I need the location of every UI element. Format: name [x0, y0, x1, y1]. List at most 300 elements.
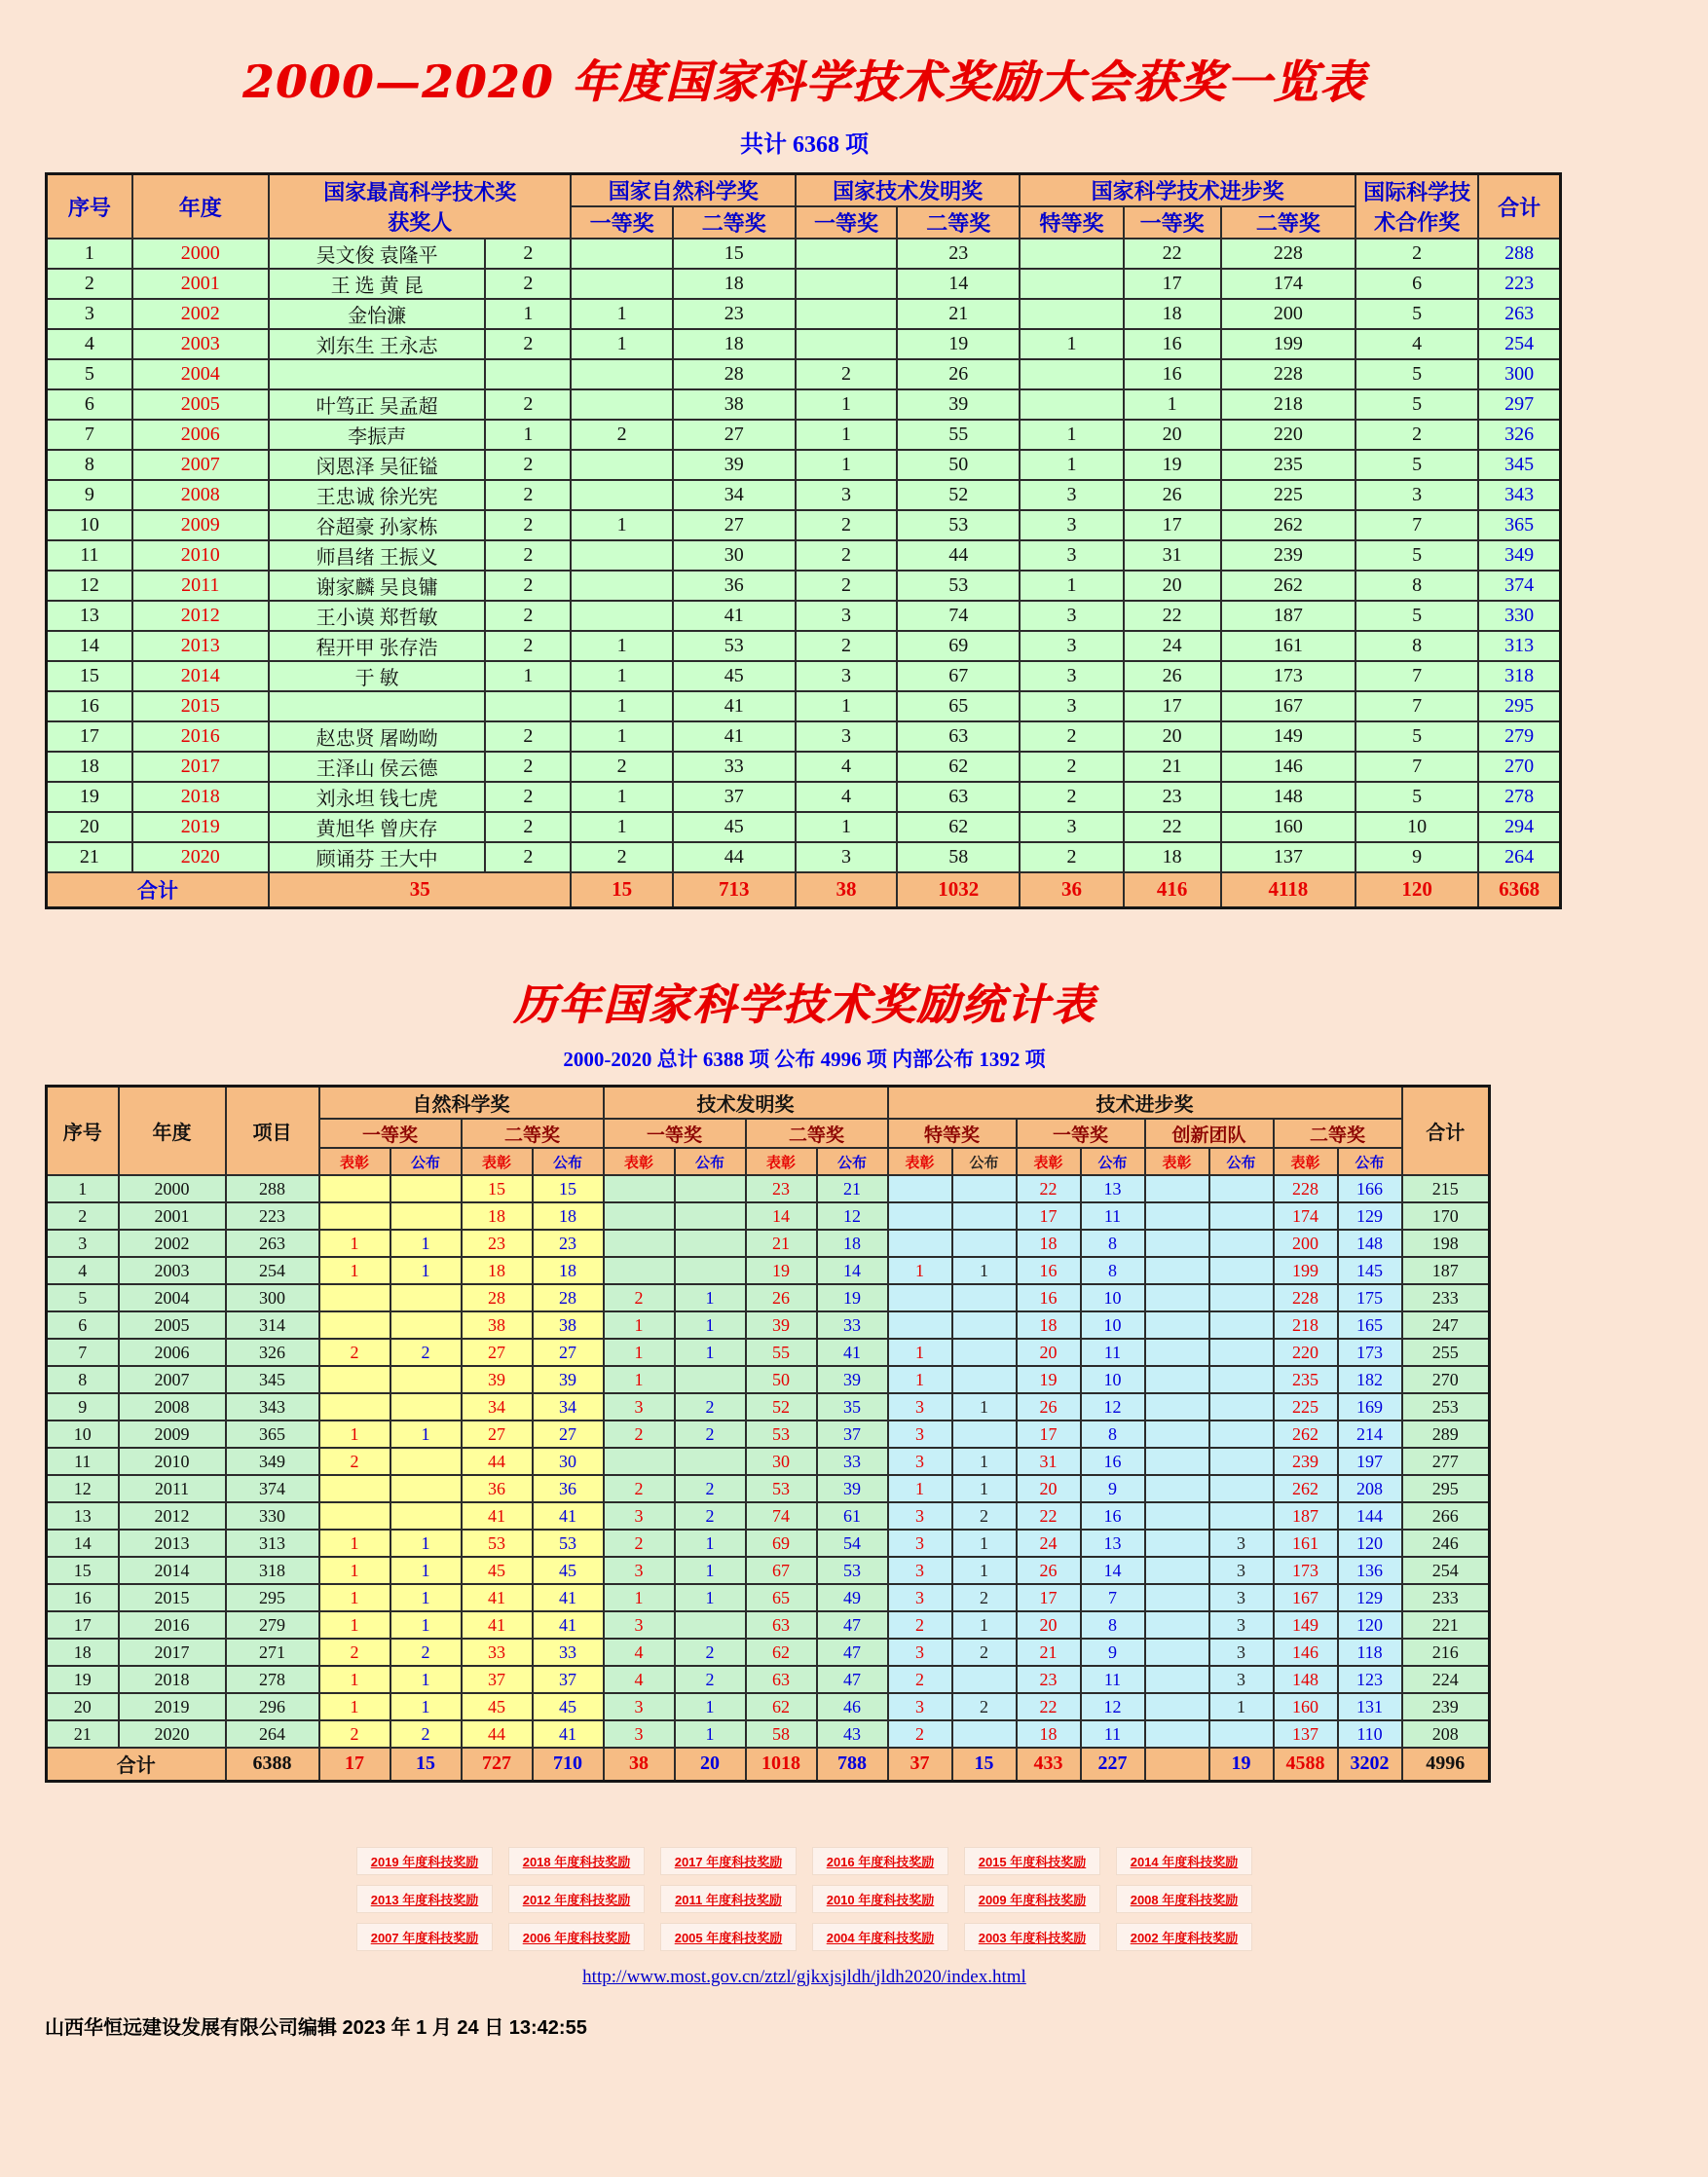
- table2-cell: 9: [1081, 1475, 1145, 1502]
- table2-cell: 1: [390, 1230, 462, 1257]
- table2-cell: 288: [226, 1175, 319, 1202]
- t1-col-intl: 国际科学技术合作奖: [1355, 174, 1478, 240]
- table1-cell: 1: [1020, 450, 1123, 480]
- table2-cell: 20: [1017, 1475, 1081, 1502]
- table2-cell: 1: [390, 1557, 462, 1584]
- year-award-link[interactable]: 2006 年度科技奖励: [508, 1923, 645, 1951]
- table2-cell: 199: [1274, 1257, 1338, 1284]
- year-award-link[interactable]: 2019 年度科技奖励: [356, 1847, 493, 1875]
- table1-cell: 55: [897, 420, 1020, 450]
- table2-cell: [1209, 1393, 1274, 1421]
- table2-cell: 182: [1338, 1366, 1402, 1393]
- table1-cell: 74: [897, 601, 1020, 631]
- table1-cell: [571, 540, 672, 571]
- table2-cell: 1: [952, 1257, 1017, 1284]
- table2-cell: 74: [746, 1502, 817, 1530]
- year-award-link[interactable]: 2005 年度科技奖励: [660, 1923, 797, 1951]
- table2-cell: 2: [675, 1639, 746, 1666]
- table2-cell: 9: [1081, 1639, 1145, 1666]
- table1-cell: 10: [1355, 812, 1478, 842]
- table1-cell: 2012: [132, 601, 269, 631]
- table2-cell: [952, 1202, 1017, 1230]
- table2-cell: 14: [1081, 1557, 1145, 1584]
- year-award-link[interactable]: 2003 年度科技奖励: [964, 1923, 1100, 1951]
- table1-cell: 2010: [132, 540, 269, 571]
- table2-cell: 220: [1274, 1339, 1338, 1366]
- table2-cell: 254: [226, 1257, 319, 1284]
- table1-cell: 22: [1124, 812, 1221, 842]
- table2-total-cell: 37: [888, 1748, 952, 1781]
- table2-cell: 8: [1081, 1611, 1145, 1639]
- table1-cell: 8: [1355, 631, 1478, 661]
- table2-cell: 2: [952, 1502, 1017, 1530]
- table2-cell: [604, 1257, 675, 1284]
- table1-row: [47, 329, 1561, 359]
- table2-cell: 326: [226, 1339, 319, 1366]
- table2-cell: 9: [47, 1393, 119, 1421]
- table1-cell: 62: [897, 812, 1020, 842]
- year-award-link[interactable]: 2012 年度科技奖励: [508, 1885, 645, 1913]
- table1-total-cell: 36: [1020, 872, 1123, 907]
- table2-cell: [390, 1175, 462, 1202]
- table2-cell: [604, 1448, 675, 1475]
- table2-cell: 2: [390, 1339, 462, 1366]
- t2-col-f2-honored: 表彰: [746, 1148, 817, 1175]
- table1-cell: 2: [796, 359, 897, 389]
- table2-cell: 3: [1209, 1611, 1274, 1639]
- table1-cell: 4: [796, 752, 897, 782]
- t2-col-progress-team: 创新团队: [1145, 1119, 1274, 1148]
- year-award-link[interactable]: 2014 年度科技奖励: [1116, 1847, 1252, 1875]
- table1-cell: 218: [1221, 389, 1355, 420]
- source-url-link[interactable]: http://www.most.gov.cn/ztzl/gjkxjsjldh/jldh2020/index.html: [582, 1966, 1026, 1987]
- table2-cell: 2012: [119, 1502, 226, 1530]
- t2-col-f1-honored: 表彰: [604, 1148, 675, 1175]
- table2-cell: 144: [1338, 1502, 1402, 1530]
- table2-cell: 3: [888, 1584, 952, 1611]
- table2-cell: 10: [1081, 1366, 1145, 1393]
- table1-cell: 3: [47, 299, 132, 329]
- table1-cell: 295: [1478, 691, 1560, 721]
- table2-cell: [1145, 1611, 1209, 1639]
- table2-cell: 27: [533, 1339, 604, 1366]
- table2-cell: 167: [1274, 1584, 1338, 1611]
- table2-cell: 1: [319, 1666, 390, 1693]
- table2-cell: 4: [47, 1257, 119, 1284]
- table2-cell: [952, 1339, 1017, 1366]
- table2-cell: 2: [675, 1475, 746, 1502]
- table1-cell: 谷超豪 孙家栋: [269, 510, 485, 540]
- table1-cell: 45: [673, 812, 796, 842]
- table1-cell: 3: [1020, 510, 1123, 540]
- year-award-link[interactable]: 2015 年度科技奖励: [964, 1847, 1100, 1875]
- t2-col-n2-published: 公布: [533, 1148, 604, 1175]
- table2-cell: 18: [533, 1257, 604, 1284]
- table1-cell: 14: [47, 631, 132, 661]
- table2-cell: 3: [604, 1502, 675, 1530]
- table1-cell: 5: [1355, 450, 1478, 480]
- table2-cell: 8: [1081, 1257, 1145, 1284]
- table2-cell: 131: [1338, 1693, 1402, 1720]
- t2-col-team-honored: 表彰: [1145, 1148, 1209, 1175]
- table2-cell: 41: [533, 1584, 604, 1611]
- table1-cell: 37: [673, 782, 796, 812]
- table2-cell: 1: [675, 1311, 746, 1339]
- table2-cell: 2: [319, 1339, 390, 1366]
- table1-cell: 146: [1221, 752, 1355, 782]
- table1-cell: [796, 329, 897, 359]
- table2-cell: [1209, 1257, 1274, 1284]
- table2-cell: 19: [746, 1257, 817, 1284]
- t1-group-natural: 国家自然科学奖: [571, 174, 795, 207]
- table1-cell: 1: [1020, 329, 1123, 359]
- table1-cell: 263: [1478, 299, 1560, 329]
- table2-cell: [1209, 1502, 1274, 1530]
- table2-cell: 296: [226, 1693, 319, 1720]
- table2-row: [47, 1175, 1490, 1202]
- table2-cell: 33: [817, 1448, 888, 1475]
- table2-cell: 266: [1402, 1502, 1490, 1530]
- table2-cell: 16: [1081, 1502, 1145, 1530]
- table2-cell: 21: [1017, 1639, 1081, 1666]
- table1-cell: [796, 299, 897, 329]
- table2-row: [47, 1530, 1490, 1557]
- table2-cell: 2: [888, 1666, 952, 1693]
- table2-cell: 216: [1402, 1639, 1490, 1666]
- table1-row: [47, 752, 1561, 782]
- table2-cell: 160: [1274, 1693, 1338, 1720]
- table2-cell: 19: [1017, 1366, 1081, 1393]
- table1-cell: 343: [1478, 480, 1560, 510]
- table2-cell: 36: [462, 1475, 533, 1502]
- table2-cell: 39: [746, 1311, 817, 1339]
- table2-cell: 4: [604, 1666, 675, 1693]
- table1-row: [47, 661, 1561, 691]
- table1-cell: 270: [1478, 752, 1560, 782]
- table1-cell: 程开甲 张存浩: [269, 631, 485, 661]
- table2-cell: 145: [1338, 1257, 1402, 1284]
- table2-cell: 16: [1017, 1257, 1081, 1284]
- table2-cell: 62: [746, 1639, 817, 1666]
- year-award-link[interactable]: 2004 年度科技奖励: [812, 1923, 948, 1951]
- table1-cell: 374: [1478, 571, 1560, 601]
- table1-cell: 王泽山 侯云德: [269, 752, 485, 782]
- table2-cell: 33: [462, 1639, 533, 1666]
- table1-cell: 2: [485, 752, 571, 782]
- table1-cell: 2: [571, 420, 672, 450]
- table2-cell: 2002: [119, 1230, 226, 1257]
- table1-cell: 41: [673, 691, 796, 721]
- table1-cell: 2: [1020, 752, 1123, 782]
- table2-cell: 118: [1338, 1639, 1402, 1666]
- table1-cell: 1: [485, 420, 571, 450]
- table1-cell: 1: [796, 450, 897, 480]
- table1-cell: 33: [673, 752, 796, 782]
- table1-cell: 2014: [132, 661, 269, 691]
- table2-cell: [1209, 1175, 1274, 1202]
- t2-col-year: 年度: [119, 1086, 226, 1175]
- table2-total-cell: 727: [462, 1748, 533, 1781]
- table2-cell: 200: [1274, 1230, 1338, 1257]
- table2-cell: [1145, 1557, 1209, 1584]
- table2-cell: 246: [1402, 1530, 1490, 1557]
- table1-cell: 12: [47, 571, 132, 601]
- table2-cell: 374: [226, 1475, 319, 1502]
- table2-cell: 300: [226, 1284, 319, 1311]
- table1-cell: 63: [897, 782, 1020, 812]
- table2-cell: 8: [1081, 1421, 1145, 1448]
- table2-cell: 2: [604, 1284, 675, 1311]
- table2-cell: 215: [1402, 1175, 1490, 1202]
- table2-total-cell: 3202: [1338, 1748, 1402, 1781]
- table1-cell: 44: [897, 540, 1020, 571]
- table2-cell: 20: [1017, 1611, 1081, 1639]
- table1-cell: 1: [571, 329, 672, 359]
- table2-cell: 3: [1209, 1584, 1274, 1611]
- table2-cell: 262: [1274, 1421, 1338, 1448]
- table1-cell: 2016: [132, 721, 269, 752]
- table2-cell: 1: [888, 1339, 952, 1366]
- table1-cell: 8: [1355, 571, 1478, 601]
- table2-totals-row: [47, 1748, 1490, 1781]
- table2-cell: 10: [1081, 1284, 1145, 1311]
- table1-cell: 2: [485, 601, 571, 631]
- table1-cell: 239: [1221, 540, 1355, 571]
- table2-cell: 18: [1017, 1230, 1081, 1257]
- table1-cell: 9: [47, 480, 132, 510]
- table1-cell: 28: [673, 359, 796, 389]
- table2-row: [47, 1230, 1490, 1257]
- table1-cell: 叶笃正 吴孟超: [269, 389, 485, 420]
- table2-cell: 38: [533, 1311, 604, 1339]
- table1-cell: [269, 691, 485, 721]
- table1-cell: 149: [1221, 721, 1355, 752]
- table2-cell: 2010: [119, 1448, 226, 1475]
- table1-cell: 313: [1478, 631, 1560, 661]
- table1-cell: 174: [1221, 269, 1355, 299]
- table2-cell: 1: [47, 1175, 119, 1202]
- table2-cell: 1: [390, 1611, 462, 1639]
- table2-cell: 1: [675, 1584, 746, 1611]
- table1-cell: 22: [1124, 601, 1221, 631]
- table2-cell: 129: [1338, 1202, 1402, 1230]
- table2-cell: 18: [817, 1230, 888, 1257]
- year-award-link[interactable]: 2017 年度科技奖励: [660, 1847, 797, 1875]
- table2-cell: 1: [604, 1311, 675, 1339]
- table2-cell: 11: [47, 1448, 119, 1475]
- table2-total-cell: 合计: [47, 1748, 226, 1781]
- table1-cell: [571, 450, 672, 480]
- table2-cell: [675, 1611, 746, 1639]
- table2-cell: [319, 1502, 390, 1530]
- table1-cell: 4: [47, 329, 132, 359]
- table2-cell: 39: [817, 1366, 888, 1393]
- table1-cell: 279: [1478, 721, 1560, 752]
- table2-cell: 166: [1338, 1175, 1402, 1202]
- table1-cell: 326: [1478, 420, 1560, 450]
- table2-cell: 2: [675, 1393, 746, 1421]
- table1-cell: 187: [1221, 601, 1355, 631]
- table2-cell: 175: [1338, 1284, 1402, 1311]
- table2-cell: 262: [1274, 1475, 1338, 1502]
- table1-cell: 264: [1478, 842, 1560, 872]
- table2-cell: 24: [1017, 1530, 1081, 1557]
- table2-cell: 8: [1081, 1230, 1145, 1257]
- table2-cell: 62: [746, 1693, 817, 1720]
- table2-cell: 137: [1274, 1720, 1338, 1748]
- table1-cell: 5: [1355, 299, 1478, 329]
- table1-cell: 闵恩泽 吴征镒: [269, 450, 485, 480]
- table1-cell: [485, 359, 571, 389]
- table1-cell: 1: [571, 510, 672, 540]
- table2-cell: 30: [746, 1448, 817, 1475]
- table2-cell: [1209, 1366, 1274, 1393]
- table2-cell: 2004: [119, 1284, 226, 1311]
- table1-cell: 2013: [132, 631, 269, 661]
- table2-cell: 54: [817, 1530, 888, 1557]
- table2-cell: 2003: [119, 1257, 226, 1284]
- table2-cell: 12: [1081, 1393, 1145, 1421]
- table1-cell: 2015: [132, 691, 269, 721]
- table2-cell: 45: [533, 1693, 604, 1720]
- table2-cell: 295: [226, 1584, 319, 1611]
- table2-cell: 2: [319, 1720, 390, 1748]
- t2-col-p2-honored: 表彰: [1274, 1148, 1338, 1175]
- table1-cell: 16: [1124, 329, 1221, 359]
- t2-col-progress-second: 二等奖: [1274, 1119, 1402, 1148]
- table1-cell: 3: [1020, 631, 1123, 661]
- table2-cell: 1: [952, 1611, 1017, 1639]
- year-award-link[interactable]: 2016 年度科技奖励: [812, 1847, 948, 1875]
- table2-cell: 53: [462, 1530, 533, 1557]
- year-award-link[interactable]: 2010 年度科技奖励: [812, 1885, 948, 1913]
- table2-total-cell: [1145, 1748, 1209, 1781]
- table2-cell: 61: [817, 1502, 888, 1530]
- table1-cell: [1020, 239, 1123, 269]
- t2-group-invention: 技术发明奖: [604, 1086, 888, 1119]
- table2-cell: [604, 1230, 675, 1257]
- table2-cell: 1: [952, 1557, 1017, 1584]
- table1-cell: 39: [673, 450, 796, 480]
- table1-cell: 1: [485, 661, 571, 691]
- table2-cell: 6: [47, 1311, 119, 1339]
- table2-cell: 11: [1081, 1202, 1145, 1230]
- table1-cell: 3: [1020, 601, 1123, 631]
- table2-cell: [952, 1366, 1017, 1393]
- credit-line: 山西华恒远建设发展有限公司编辑 2023 年 1 月 24 日 13:42:55: [45, 2016, 587, 2039]
- table2-cell: [319, 1366, 390, 1393]
- table1-cell: 19: [1124, 450, 1221, 480]
- table1-cell: 330: [1478, 601, 1560, 631]
- table2-cell: 18: [462, 1202, 533, 1230]
- table2-cell: 2: [675, 1666, 746, 1693]
- year-award-link[interactable]: 2011 年度科技奖励: [660, 1885, 797, 1913]
- table1-cell: 1: [796, 420, 897, 450]
- t1-group-invention: 国家技术发明奖: [796, 174, 1020, 207]
- year-award-link[interactable]: 2013 年度科技奖励: [356, 1885, 493, 1913]
- table2-cell: 149: [1274, 1611, 1338, 1639]
- table2-row: [47, 1666, 1490, 1693]
- table2-cell: [319, 1311, 390, 1339]
- table2-cell: [952, 1666, 1017, 1693]
- table2-cell: 279: [226, 1611, 319, 1639]
- table2-cell: 2: [888, 1611, 952, 1639]
- table2-cell: [390, 1475, 462, 1502]
- table2-cell: [1209, 1339, 1274, 1366]
- table2-row: [47, 1557, 1490, 1584]
- table2-cell: 16: [1081, 1448, 1145, 1475]
- table1-cell: 2: [796, 571, 897, 601]
- table2-cell: 43: [817, 1720, 888, 1748]
- table1-cell: 18: [1124, 299, 1221, 329]
- table1-total-cell: 1032: [897, 872, 1020, 907]
- year-award-link[interactable]: 2018 年度科技奖励: [508, 1847, 645, 1875]
- table1-cell: 3: [796, 842, 897, 872]
- table2-cell: [888, 1202, 952, 1230]
- table2-cell: 3: [1209, 1666, 1274, 1693]
- table2-total-cell: 710: [533, 1748, 604, 1781]
- table2-cell: [1209, 1202, 1274, 1230]
- table2-cell: 28: [462, 1284, 533, 1311]
- table2-cell: 46: [817, 1693, 888, 1720]
- table1-total-cell: 416: [1124, 872, 1221, 907]
- table2-cell: 5: [47, 1284, 119, 1311]
- table2-cell: 1: [319, 1557, 390, 1584]
- table2-cell: [888, 1230, 952, 1257]
- year-award-link[interactable]: 2009 年度科技奖励: [964, 1885, 1100, 1913]
- table1-cell: 345: [1478, 450, 1560, 480]
- table2-cell: 2000: [119, 1175, 226, 1202]
- table1-cell: 2007: [132, 450, 269, 480]
- table1-row: [47, 540, 1561, 571]
- table1-cell: 300: [1478, 359, 1560, 389]
- table2-cell: 120: [1338, 1530, 1402, 1557]
- table2-cell: [1209, 1475, 1274, 1502]
- table1-cell: 3: [1020, 691, 1123, 721]
- year-award-link[interactable]: 2008 年度科技奖励: [1116, 1885, 1252, 1913]
- table2-cell: 3: [888, 1557, 952, 1584]
- year-award-link[interactable]: 2002 年度科技奖励: [1116, 1923, 1252, 1951]
- table2-cell: 2006: [119, 1339, 226, 1366]
- table1-cell: 2017: [132, 752, 269, 782]
- table2-cell: 1: [675, 1720, 746, 1748]
- table1-total-cell: 120: [1355, 872, 1478, 907]
- table2-cell: 239: [1402, 1693, 1490, 1720]
- table1-cell: 50: [897, 450, 1020, 480]
- table1-cell: 2018: [132, 782, 269, 812]
- table2-cell: 214: [1338, 1421, 1402, 1448]
- table2-cell: 2007: [119, 1366, 226, 1393]
- table2-cell: 2008: [119, 1393, 226, 1421]
- table2-total-cell: 19: [1209, 1748, 1274, 1781]
- table1-cell: 148: [1221, 782, 1355, 812]
- table1-cell: 53: [897, 510, 1020, 540]
- table2-cell: 41: [817, 1339, 888, 1366]
- year-award-link[interactable]: 2007 年度科技奖励: [356, 1923, 493, 1951]
- table1-cell: 200: [1221, 299, 1355, 329]
- table2-cell: [1145, 1475, 1209, 1502]
- table1-cell: 27: [673, 510, 796, 540]
- table2-cell: 208: [1338, 1475, 1402, 1502]
- table1-cell: 1: [571, 812, 672, 842]
- table1-cell: [796, 239, 897, 269]
- table2-cell: 69: [746, 1530, 817, 1557]
- table1-cell: 2: [796, 540, 897, 571]
- t1-group-progress: 国家科学技术进步奖: [1020, 174, 1355, 207]
- table1-cell: 2: [47, 269, 132, 299]
- table2-cell: 12: [1081, 1693, 1145, 1720]
- table2-cell: 63: [746, 1666, 817, 1693]
